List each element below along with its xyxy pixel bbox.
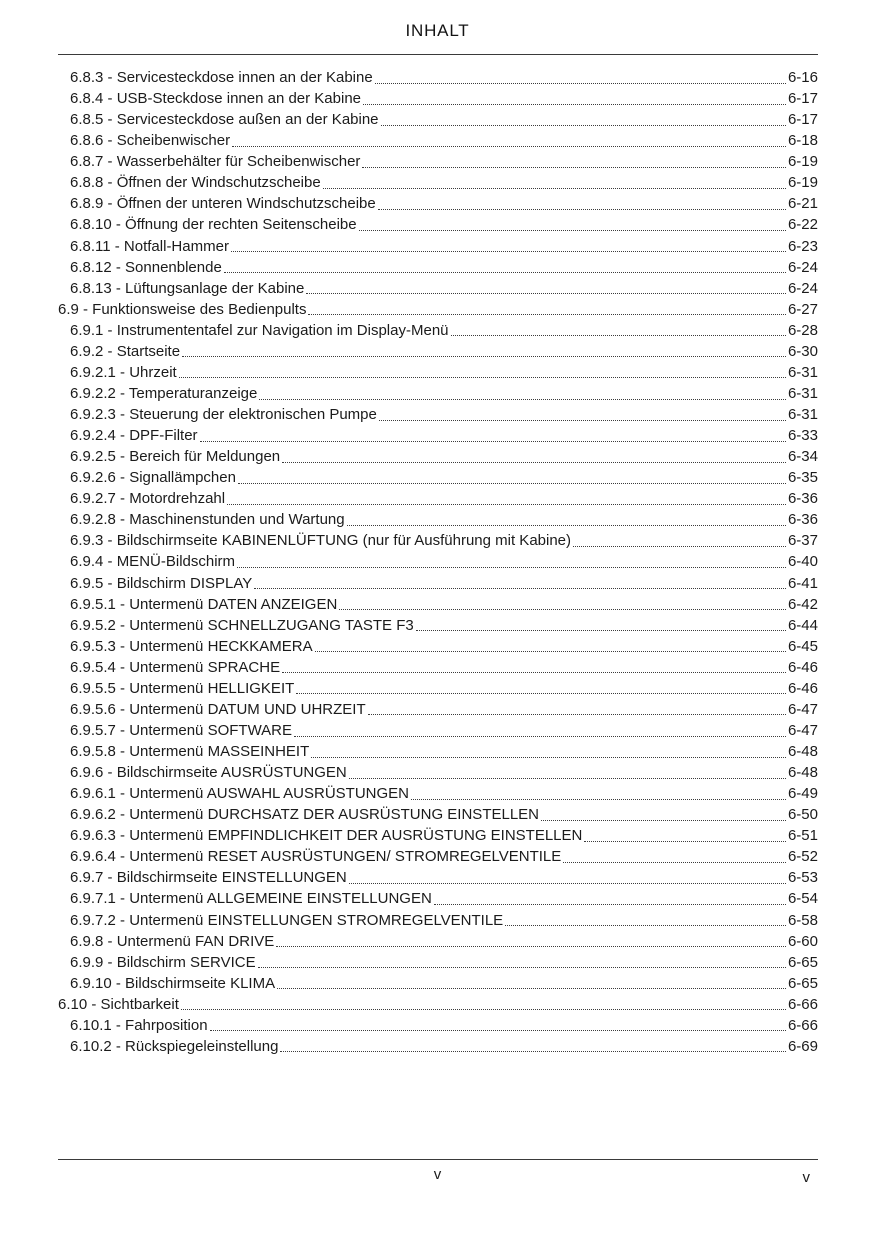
- toc-leader-dots: [259, 399, 786, 400]
- toc-entry-label: 6.8.12 - Sonnenblende: [70, 258, 222, 276]
- toc-entry: [58, 467, 818, 488]
- toc-entry-label: 6.9.8 - Untermenü FAN DRIVE: [70, 932, 275, 950]
- toc-leader-dots: [181, 1009, 786, 1010]
- toc-entry: [58, 383, 818, 404]
- toc-entry-label: 6.9.5.3 - Untermenü HECKKAMERA: [70, 637, 313, 655]
- toc-entry-label: 6.8.5 - Servicesteckdose außen an der Kabine: [70, 111, 379, 129]
- toc-entry-page: 6-36: [787, 511, 818, 529]
- toc-entry-page: 6-37: [787, 532, 818, 550]
- toc-entry-page: 6-66: [787, 1016, 818, 1034]
- toc-entry-label: 6.9.7.1 - Untermenü ALLGEMEINE EINSTELLUNGEN: [70, 890, 432, 908]
- toc-entry: [58, 931, 818, 952]
- toc-entry-page: 6-22: [787, 216, 818, 234]
- toc-entry: [58, 425, 818, 446]
- toc-entry-label: 6.9.5.8 - Untermenü MASSEINHEIT: [70, 743, 310, 760]
- toc-leader-dots: [179, 377, 786, 378]
- toc-entry-page: 6-42: [787, 595, 818, 613]
- toc-entry-label: 6.9.5.5 - Untermenü HELLIGKEIT: [70, 679, 295, 697]
- footer-page-number-right: v: [802, 1169, 810, 1186]
- toc-entry: [58, 910, 818, 931]
- toc-leader-dots: [359, 230, 786, 231]
- toc-entry-page: 6-53: [787, 869, 818, 887]
- toc-entry-label: 6.8.11 - Notfall-Hammer: [70, 237, 229, 255]
- toc-entry-page: 6-21: [787, 195, 818, 213]
- toc-leader-dots: [315, 651, 786, 652]
- toc-entry: [58, 278, 818, 299]
- toc-entry-label: 6.9.4 - MENÜ-Bildschirm: [70, 553, 236, 571]
- toc-entry-page: 6-45: [787, 637, 818, 655]
- toc-entry-label: 6.9.3 - Bildschirmseite KABINENLÜFTUNG (nur für Ausführung mit Kabine): [70, 532, 572, 550]
- toc-entry: [58, 594, 818, 615]
- toc-entry: [58, 109, 818, 130]
- toc-entry-page: 6-54: [787, 890, 818, 908]
- toc-entry: [58, 636, 818, 657]
- toc-entry-label: 6.9.6 - Bildschirmseite AUSRÜSTUNGEN: [70, 764, 347, 782]
- toc-entry-page: 6-30: [787, 342, 818, 360]
- toc-entry: [58, 888, 818, 909]
- toc-entry-page: 6-60: [787, 932, 818, 950]
- toc-leader-dots: [276, 946, 786, 947]
- toc-entry: [58, 720, 818, 741]
- toc-entry: [58, 193, 818, 214]
- toc-entry: [58, 67, 818, 88]
- toc-entry-page: 6-46: [787, 679, 818, 697]
- toc-leader-dots: [339, 609, 786, 610]
- toc-entry-label: 6.9.5.2 - Untermenü SCHNELLZUGANG TASTE F3: [70, 616, 414, 634]
- toc-entry-label: 6.9.2.1 - Uhrzeit: [70, 363, 177, 381]
- toc-entry-page: 6-36: [787, 490, 818, 508]
- toc-entry: [58, 236, 818, 257]
- toc-entry-page: 6-23: [787, 237, 818, 255]
- toc-entry-label: 6.9.2.3 - Steuerung der elektronischen Pumpe: [70, 406, 377, 423]
- toc-entry-label: 6.9.2.7 - Motordrehzahl: [70, 490, 226, 508]
- toc-leader-dots: [306, 293, 786, 294]
- toc-entry-label: 6.8.7 - Wasserbehälter für Scheibenwischer: [70, 153, 361, 171]
- toc-entry-label: 6.9.5.6 - Untermenü DATUM UND UHRZEIT: [70, 700, 366, 718]
- toc-entry-page: 6-40: [787, 553, 818, 571]
- toc-entry-page: 6-18: [787, 132, 818, 150]
- header-rule: [58, 54, 818, 55]
- toc-entry-page: 6-17: [787, 90, 818, 108]
- toc-entry-label: 6.9 - Funktionsweise des Bedienpults: [58, 300, 307, 318]
- toc-entry: [58, 952, 818, 973]
- toc-leader-dots: [294, 736, 786, 737]
- toc-entry-label: 6.9.2 - Startseite: [70, 342, 181, 360]
- toc-entry-page: 6-44: [787, 616, 818, 634]
- toc-entry: [58, 973, 818, 994]
- toc-entry: [58, 151, 818, 172]
- toc-entry-page: 6-58: [787, 911, 818, 929]
- footer-page-number-center: v: [433, 1166, 442, 1183]
- toc-leader-dots: [584, 841, 786, 842]
- toc-leader-dots: [231, 251, 786, 252]
- toc-entry: [58, 214, 818, 235]
- toc-entry: [58, 678, 818, 699]
- toc-leader-dots: [238, 483, 786, 484]
- toc-entry-label: 6.9.7.2 - Untermenü EINSTELLUNGEN STROMREGELVENTILE: [70, 911, 504, 929]
- toc-entry-page: 6-52: [787, 848, 818, 866]
- toc-entry: [58, 320, 818, 341]
- toc-entry-label: 6.8.8 - Öffnen der Windschutzscheibe: [70, 174, 321, 192]
- toc-entry-label: 6.10.1 - Fahrposition: [70, 1016, 208, 1034]
- toc-entry: [58, 615, 818, 636]
- toc-entry-page: 6-51: [787, 827, 818, 845]
- toc-entry-label: 6.9.5.1 - Untermenü DATEN ANZEIGEN: [70, 595, 338, 613]
- toc-leader-dots: [308, 314, 785, 315]
- toc-leader-dots: [254, 588, 786, 589]
- toc-entry-page: 6-24: [787, 279, 818, 297]
- toc-list: [58, 67, 818, 1057]
- toc-leader-dots: [563, 862, 786, 863]
- toc-entry: [58, 657, 818, 678]
- toc-entry-label: 6.9.6.3 - Untermenü EMPFINDLICHKEIT DER AUSRÜSTUNG EINSTELLEN: [70, 827, 583, 845]
- toc-entry: [58, 804, 818, 825]
- toc-entry-page: 6-28: [787, 321, 818, 339]
- toc-leader-dots: [349, 883, 786, 884]
- toc-entry-page: 6-66: [787, 995, 818, 1013]
- toc-entry-page: 6-50: [787, 806, 818, 824]
- toc-leader-dots: [381, 125, 786, 126]
- toc-leader-dots: [232, 146, 786, 147]
- toc-leader-dots: [311, 757, 786, 758]
- toc-entry-page: 6-16: [787, 69, 818, 86]
- toc-entry: [58, 867, 818, 888]
- toc-entry: [58, 299, 818, 320]
- footer-rule: [58, 1159, 818, 1160]
- toc-entry-page: 6-46: [787, 658, 818, 676]
- toc-leader-dots: [573, 546, 786, 547]
- toc-entry: [58, 762, 818, 783]
- toc-entry: [58, 257, 818, 278]
- toc-leader-dots: [434, 904, 786, 905]
- toc-entry-label: 6.8.3 - Servicesteckdose innen an der Kabine: [70, 69, 373, 86]
- toc-entry-page: 6-41: [787, 574, 818, 592]
- toc-entry: [58, 699, 818, 720]
- toc-entry-label: 6.9.2.6 - Signallämpchen: [70, 469, 236, 487]
- toc-entry-label: 6.10.2 - Rückspiegeleinstellung: [70, 1037, 279, 1055]
- toc-entry-page: 6-27: [787, 300, 818, 318]
- toc-entry: [58, 825, 818, 846]
- toc-entry-page: 6-31: [787, 384, 818, 402]
- toc-entry-page: 6-24: [787, 258, 818, 276]
- toc-entry-label: 6.9.6.4 - Untermenü RESET AUSRÜSTUNGEN/ STROMREGELVENTILE: [70, 848, 562, 866]
- toc-entry: [58, 509, 818, 530]
- toc-entry: [58, 783, 818, 804]
- toc-entry: [58, 1036, 818, 1057]
- toc-leader-dots: [505, 925, 786, 926]
- toc-entry-page: 6-33: [787, 427, 818, 445]
- toc-entry-page: 6-47: [787, 700, 818, 718]
- toc-entry-page: 6-35: [787, 469, 818, 487]
- toc-leader-dots: [368, 714, 786, 715]
- toc-leader-dots: [200, 441, 786, 442]
- toc-entry-label: 6.9.6.2 - Untermenü DURCHSATZ DER AUSRÜSTUNG EINSTELLEN: [70, 806, 540, 824]
- toc-entry: [58, 551, 818, 572]
- toc-entry-page: 6-19: [787, 153, 818, 171]
- toc-entry: [58, 130, 818, 151]
- toc-entry-label: 6.8.10 - Öffnung der rechten Seitenscheibe: [70, 216, 357, 234]
- toc-entry-page: 6-31: [787, 363, 818, 381]
- toc-leader-dots: [347, 525, 786, 526]
- toc-entry-label: 6.9.5 - Bildschirm DISPLAY: [70, 574, 253, 592]
- toc-entry-label: 6.8.6 - Scheibenwischer: [70, 132, 231, 150]
- toc-leader-dots: [258, 967, 786, 968]
- toc-leader-dots: [541, 820, 786, 821]
- toc-entry: [58, 1015, 818, 1036]
- toc-leader-dots: [349, 778, 786, 779]
- toc-entry-page: 6-49: [787, 785, 818, 803]
- toc-leader-dots: [411, 799, 786, 800]
- toc-entry-label: 6.8.4 - USB-Steckdose innen an der Kabine: [70, 90, 362, 108]
- toc-leader-dots: [224, 272, 786, 273]
- toc-entry-page: 6-19: [787, 174, 818, 192]
- toc-entry-label: 6.9.2.8 - Maschinenstunden und Wartung: [70, 511, 345, 529]
- toc-entry: [58, 994, 818, 1015]
- toc-leader-dots: [282, 672, 786, 673]
- toc-entry-label: 6.9.5.7 - Untermenü SOFTWARE: [70, 721, 293, 739]
- toc-leader-dots: [210, 1030, 786, 1031]
- toc-entry-label: 6.9.2.5 - Bereich für Meldungen: [70, 448, 281, 466]
- toc-entry-page: 6-34: [787, 448, 818, 466]
- toc-leader-dots: [282, 462, 786, 463]
- toc-leader-dots: [227, 504, 786, 505]
- toc-leader-dots: [363, 104, 786, 105]
- toc-entry-page: 6-65: [787, 974, 818, 992]
- toc-leader-dots: [416, 630, 786, 631]
- toc-leader-dots: [362, 167, 786, 168]
- toc-leader-dots: [237, 567, 786, 568]
- toc-entry: [58, 88, 818, 109]
- toc-entry: [58, 404, 818, 425]
- toc-entry-label: 6.9.2.4 - DPF-Filter: [70, 427, 198, 445]
- toc-entry-page: 6-31: [787, 406, 818, 423]
- toc-leader-dots: [451, 335, 786, 336]
- toc-leader-dots: [378, 209, 786, 210]
- toc-entry-page: 6-17: [787, 111, 818, 129]
- toc-entry-page: 6-69: [787, 1037, 818, 1055]
- toc-entry: [58, 846, 818, 867]
- toc-entry-label: 6.9.1 - Instrumententafel zur Navigation im Display-Menü: [70, 321, 449, 339]
- page-title: INHALT: [405, 21, 470, 40]
- toc-entry-label: 6.9.2.2 - Temperaturanzeige: [70, 384, 258, 402]
- toc-entry: [58, 741, 818, 762]
- toc-entry: [58, 573, 818, 594]
- toc-leader-dots: [296, 693, 786, 694]
- toc-leader-dots: [379, 420, 786, 421]
- toc-leader-dots: [277, 988, 786, 989]
- toc-entry-label: 6.9.10 - Bildschirmseite KLIMA: [70, 974, 276, 992]
- toc-entry-label: 6.8.9 - Öffnen der unteren Windschutzscheibe: [70, 195, 376, 213]
- toc-entry-label: 6.10 - Sichtbarkeit: [58, 995, 179, 1013]
- toc-leader-dots: [375, 83, 786, 84]
- toc-entry-label: 6.9.9 - Bildschirm SERVICE: [70, 953, 256, 971]
- toc-entry: [58, 530, 818, 551]
- toc-entry: [58, 341, 818, 362]
- toc-leader-dots: [280, 1051, 786, 1052]
- toc-entry-label: 6.8.13 - Lüftungsanlage der Kabine: [70, 279, 305, 297]
- toc-entry: [58, 362, 818, 383]
- toc-entry-page: 6-48: [787, 743, 818, 760]
- toc-entry: [58, 172, 818, 193]
- toc-entry-label: 6.9.6.1 - Untermenü AUSWAHL AUSRÜSTUNGEN: [70, 785, 409, 803]
- toc-entry-label: 6.9.7 - Bildschirmseite EINSTELLUNGEN: [70, 869, 347, 887]
- toc-leader-dots: [323, 188, 786, 189]
- toc-leader-dots: [182, 356, 786, 357]
- toc-entry-page: 6-47: [787, 721, 818, 739]
- toc-entry: [58, 446, 818, 467]
- toc-entry-page: 6-65: [787, 953, 818, 971]
- toc-entry: [58, 488, 818, 509]
- toc-entry-label: 6.9.5.4 - Untermenü SPRACHE: [70, 658, 281, 676]
- toc-entry-page: 6-48: [787, 764, 818, 782]
